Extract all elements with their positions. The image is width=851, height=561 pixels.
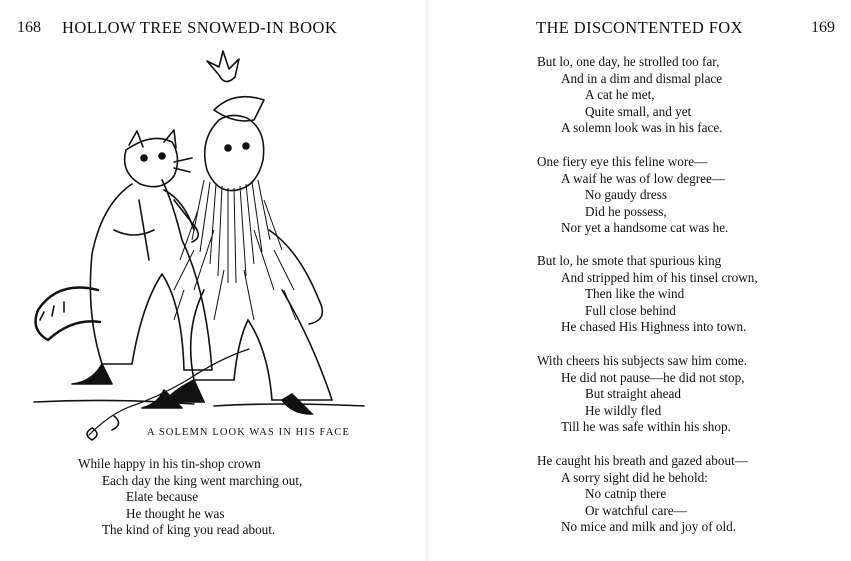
poem-line: He caught his breath and gazed about— bbox=[537, 453, 748, 468]
right-running-header: THE DISCONTENTED FOX bbox=[536, 18, 743, 37]
right-poem-stanza-4 bbox=[537, 353, 747, 436]
poem-line: He did not pause—he did not stop, bbox=[561, 369, 745, 385]
poem-line: While happy in his tin-shop crown bbox=[78, 456, 261, 471]
poem-line: But lo, he smote that spurious king bbox=[537, 253, 722, 268]
right-poem-stanza-1 bbox=[537, 54, 723, 137]
illustration-cat-and-fox bbox=[14, 50, 374, 450]
poem-line: A solemn look was in his face. bbox=[561, 120, 723, 136]
page-gutter bbox=[424, 0, 430, 561]
poem-line: One fiery eye this feline wore— bbox=[537, 154, 708, 169]
poem-line: A waif he was of low degree— bbox=[561, 170, 726, 186]
poem-line: Quite small, and yet bbox=[585, 103, 692, 119]
poem-line: And in a dim and dismal place bbox=[561, 70, 723, 86]
poem-line: But straight ahead bbox=[585, 386, 681, 402]
poem-line: No mice and milk and joy of old. bbox=[561, 519, 737, 535]
left-running-header: HOLLOW TREE SNOWED-IN BOOK bbox=[62, 18, 338, 37]
poem-line: Elate because bbox=[126, 489, 199, 505]
right-page-number: 169 bbox=[811, 19, 835, 36]
poem-line: A sorry sight did he behold: bbox=[561, 469, 708, 485]
right-poem-stanza-5 bbox=[537, 453, 748, 536]
left-page-number: 168 bbox=[17, 19, 41, 36]
poem-line: A cat he met, bbox=[585, 87, 655, 103]
poem-line: The kind of king you read about. bbox=[102, 522, 276, 538]
illustration-caption: A SOLEMN LOOK WAS IN HIS FACE bbox=[147, 427, 351, 438]
poem-line: And stripped him of his tinsel crown, bbox=[561, 269, 758, 285]
poem-line: With cheers his subjects saw him come. bbox=[537, 353, 748, 368]
poem-line: He chased His Highness into town. bbox=[561, 319, 747, 335]
poem-line: Nor yet a handsome cat was he. bbox=[561, 220, 729, 236]
left-poem-stanza bbox=[78, 456, 302, 539]
poem-line: He thought he was bbox=[126, 505, 225, 521]
poem-line: No catnip there bbox=[585, 486, 667, 502]
right-poem-stanza-2 bbox=[537, 154, 728, 237]
poem-line: But lo, one day, he strolled too far, bbox=[537, 54, 720, 69]
poem-line: Then like the wind bbox=[585, 286, 685, 302]
poem-line: Did he possess, bbox=[585, 203, 667, 219]
poem-line: Full close behind bbox=[585, 302, 676, 318]
poem-line: Each day the king went marching out, bbox=[102, 472, 303, 488]
right-poem-stanza-3 bbox=[537, 253, 758, 336]
poem-line: Till he was safe within his shop. bbox=[561, 419, 731, 435]
poem-line: Or watchful care— bbox=[585, 502, 687, 518]
poem-line: No gaudy dress bbox=[585, 187, 668, 203]
poem-line: He wildly fled bbox=[585, 402, 662, 418]
